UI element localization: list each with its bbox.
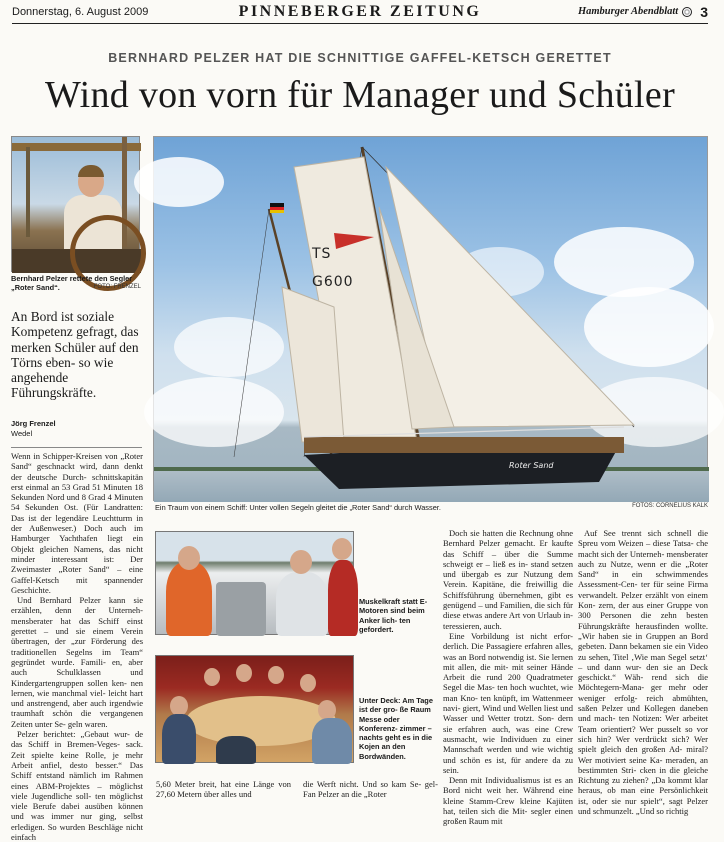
portrait-caption: [11, 274, 141, 292]
photo-crew-anchor: [155, 531, 354, 635]
portrait-photo: [11, 136, 140, 272]
paragraph: 5,60 Meter breit, hat eine Länge von 27,60 Metern über alles und: [156, 779, 291, 800]
paragraph: Pelzer berichtet: „Gebaut wur- de das Schiff in Bremen-Veges- sack. Zeit spielte keine Rolle, je mehr Arbeit anfiel, desto besser.“ Das Schiff entstand nämlich im Rahmen eines ABM-Projektes – möglichst viele Jugendliche soll- ten möglichst viele Berufe dabei ausüben können und was immer nur ging, selbst erledigen. So wurden Beschläge nicht einfach: [11, 729, 143, 842]
article-kicker: BERNHARD PELZER HAT DIE SCHNITTIGE GAFFEL-KETSCH GERETTET: [108, 51, 612, 65]
crew-photo-caption: Muskelkraft statt E-Motoren sind beim Anker lich- ten gefordert.: [359, 597, 428, 634]
paragraph: Und Bernhard Pelzer kann sie erzählen, denn der Unterneh- mensberater hat das Schiff einst gerettet – und sie einem Verein übertragen, der „zur Förderung des traditionellen Segelns im Team“ gegründet wurde. Famili- en, aber auch Schulklassen und Kindergartengruppen sollen ken- nen lernen, wie manchmal viel- leicht hart und anstrengend, aber auch irgendwie traumhaft schön die vergangenen Zeiten unter Se- geln waren.: [11, 595, 143, 729]
masthead: [12, 0, 708, 24]
main-photo-caption: [155, 503, 708, 512]
sail-number: TS: [312, 246, 332, 262]
mess-photo-caption: Unter Deck: Am Tage ist der gro- ße Raum Messe oder Konferenz- zimmer – nachts geht es in die Kojen an den Bordwänden.: [359, 696, 433, 761]
article-column-2: [443, 528, 573, 827]
main-caption-text: Ein Traum von einem Schiff: Unter vollen Segeln gleitet die „Roter Sand“ durch Wasser.: [155, 503, 441, 512]
article-headline: Wind von vorn für Manager und Schüler: [44, 74, 676, 116]
sail-id: G600: [312, 274, 354, 290]
paragraph: Auf See trennt sich schnell die Spreu vom Weizen – diese Tatsa- che macht sich der Unterneh- mensberater auch zu Nutze, wenn er die „Roter Sand“ in ein schwimmendes Assessment-Cen- ter für seine Firma verwandelt. Pelzer erzählt von einem Kon- zern, der aus einer Gruppe von 300 Personen die zehn besten Führungskräfte herausfinden wollte. „Wir haben sie in Gruppen an Bord gebeten. Dann bekamen sie ein Video zu sehen, Titel ‚Wie man Segel setzt‘ – und dann wur- den sie an Deck geschickt.“ Wäh- rend sich die Möchtegern-Mana- ger mehr oder weniger erfolg- reich abmühten, saßen Pelzer und Kollegen daneben und mach- ten Notizen: Wer arbeitet Team orientiert? Wer pusselt so vor sich hin? Wer verdrückt sich? Wer spielt gleich den großen Ad- miral? Wer motiviert seine Ka- meraden, an bestimmten Stri- cken in die gleiche Richtung zu ziehen? „Da kommt klar heraus, ob man eine Persönlichkeit ist, oder sie nur spielt“, sagt Pelzer und schmunzelt. „Und so richtig: [578, 528, 708, 817]
author-name: Jörg Frenzel: [11, 419, 56, 428]
portrait-credit: FOTO: FRENZEL: [93, 284, 141, 290]
masthead-right: [508, 4, 708, 20]
newspaper-name: PINNEBERGER ZEITUNG: [238, 2, 482, 20]
byline: [11, 419, 141, 439]
hull-name: Roter Sand: [509, 461, 554, 470]
brand-logo-text: Hamburger Abendblatt: [577, 6, 679, 17]
main-photo-sailing-ship: [153, 136, 708, 501]
page-number: 3: [700, 3, 708, 20]
main-photo-credit: FOTOS: CORNELIUS KALK: [632, 503, 708, 509]
article-column-3: [578, 528, 708, 817]
article-column-1: [11, 451, 143, 842]
paragraph: Denn mit Individualismus ist es an Bord nicht weit her. Während eine kleine Stamm-Crew kleine Kajüten hat, teilen sich die Mit- segler einen großen Raum mit: [443, 775, 573, 827]
byline-divider: [11, 447, 142, 448]
portrait-caption-text: Bernhard Pelzer rettete den Segler „Roter Sand“.: [11, 274, 133, 292]
author-location: Wedel: [11, 429, 33, 438]
paragraph: Doch sie hatten die Rechnung ohne Bernhard Pelzer gemacht. Er kaufte das Schiff – über die Summe schweigt er – ließ es in- stand setzen und übergab es zur Nutzung dem Verein. Kapitäne, die freiwillig die Schiffsführung übernehmen, gibt es genügend – und Familien, die sich für diese etwas andere Art von Urlaub in- teressieren, auch.: [443, 528, 573, 631]
sail-number-label: [312, 247, 354, 289]
paragraph: Eine Vorbildung ist nicht erfor- derlich. Die Passagiere erfahren alles, was an Bord notwendig ist. Sie lernen mit allen, die mit- mit seiner Hände Arbeit die rund 200 Quadratmeter Segel die Mas- ten hoch wuchtet, wie man Kno- ten knüpft, im Wattenmeer navi- giert, Wind und Wellen liest und Wasser und Wetter trotzt. Son- dern sie erfahren auch, was eine Crew ausmacht, wie Individuen zu einer Mannschaft werden und wie wichtig und schön es ist, für andere da zu sein.: [443, 630, 573, 775]
article-teaser: An Bord ist soziale Kompetenz gefragt, das merken Schüler auf den Törns eben- so wie angehende Führungskräfte.: [11, 309, 139, 401]
paragraph: die Werft nicht. Und so kam Se- gel-Fan Pelzer an die „Roter: [303, 779, 438, 800]
paragraph: Wenn in Schipper-Kreisen von „Roter Sand“ geschnackt wird, dann denkt der deutsche Durch- schnittskapitän erst einmal an 53 Grad 51 Minuten 18 Sekunden Nord und 8 Grad 4 Minuten 54 Sekunden Ost. (Für Landratten: Das ist der legendäre Leuchtturm in der Außenweser.) Doch auch im Hamburger Yachthafen liegt ein Objekt gleichen Namens, das nicht minder interessant ist: Der Zweimaster „Roter Sand“ – eine Gaffel-Ketsch mit spannender Geschichte.: [11, 451, 143, 595]
ship-illustration: [154, 137, 709, 502]
issue-date: Donnerstag, 6. August 2009: [12, 5, 149, 18]
brand-seal-icon: [682, 7, 692, 17]
article-column-bottom: [156, 779, 438, 800]
photo-mess-room: [155, 655, 354, 763]
